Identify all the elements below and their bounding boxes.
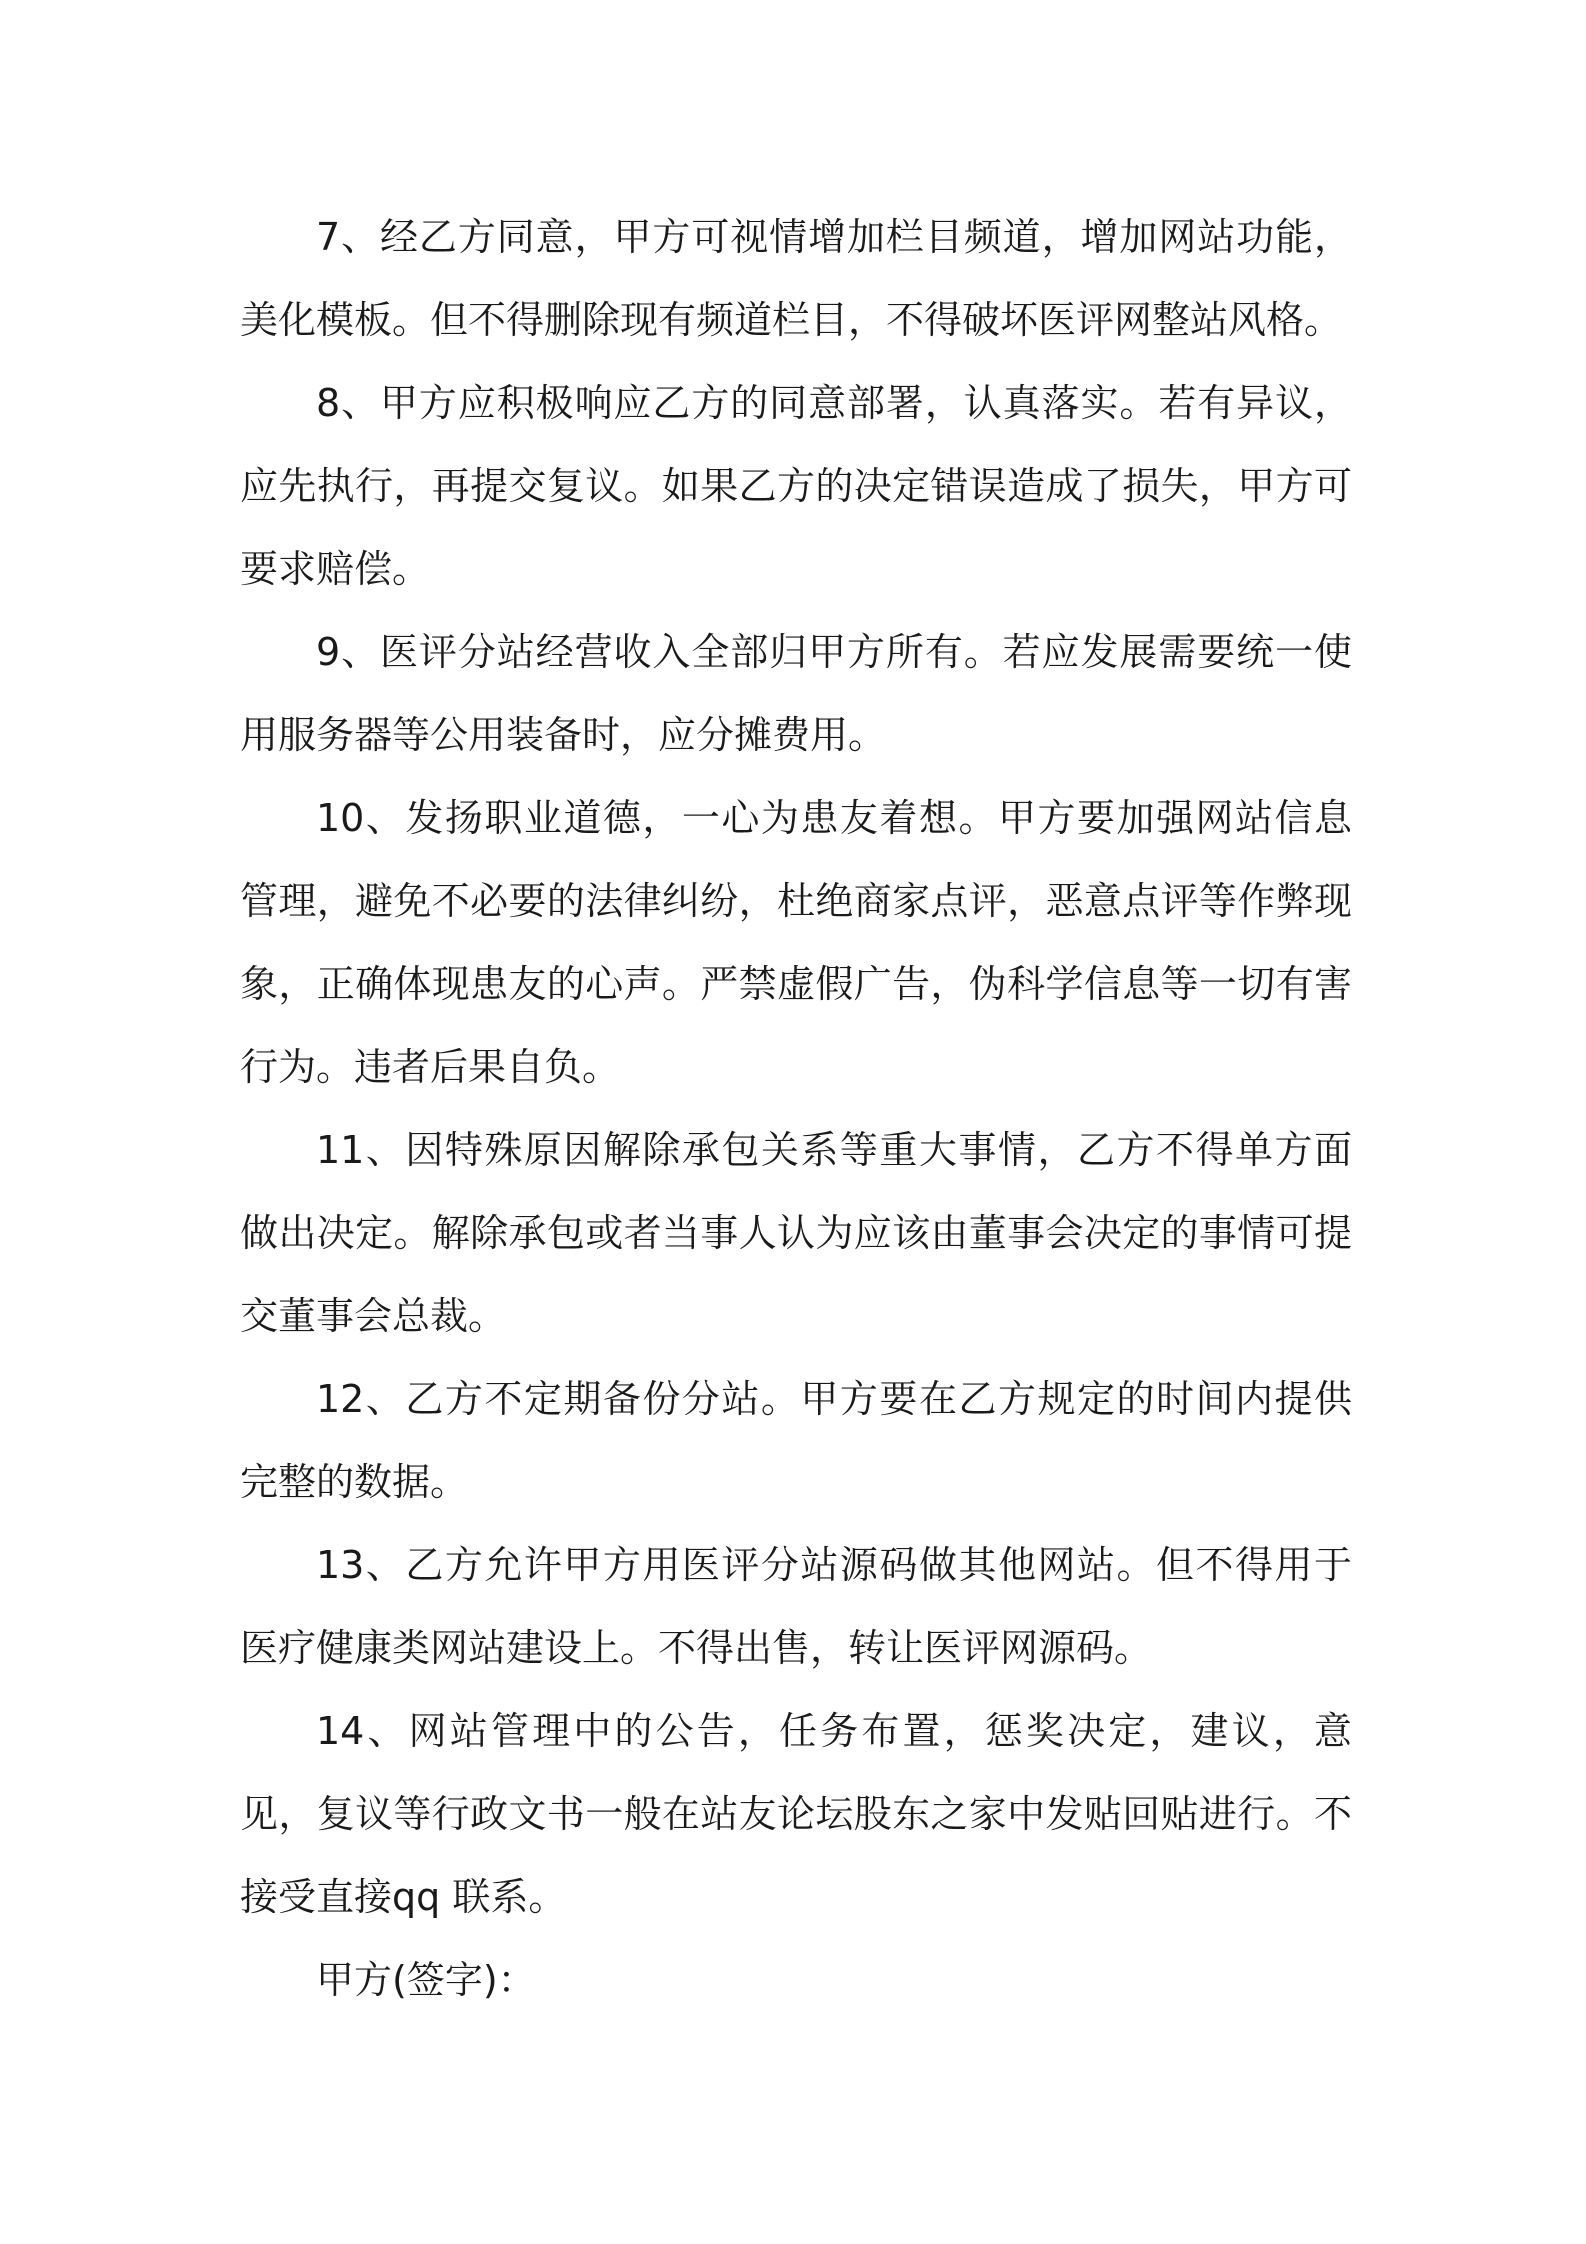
clause-8: 8、甲方应积极响应乙方的同意部署，认真落实。若有异议，应先执行，再提交复议。如果乙方的决定错误造成了损失，甲方可要求赔偿。 <box>240 381 1352 591</box>
clause-14: 14、网站管理中的公告，任务布置，惩奖决定，建议，意见，复议等行政文书一般在站友论坛股东之家中发贴回贴进行。不接受直接qq 联系。 <box>240 1709 1352 1919</box>
clause-11: 11、因特殊原因解除承包关系等重大事情，乙方不得单方面做出决定。解除承包或者当事人认为应该由董事会决定的事情可提交董事会总裁。 <box>240 1128 1352 1338</box>
clause-7: 7、经乙方同意，甲方可视情增加栏目频道，增加网站功能，美化模板。但不得删除现有频道栏目，不得破坏医评网整站风格。 <box>240 215 1352 342</box>
clause-12: 12、乙方不定期备份分站。甲方要在乙方规定的时间内提供完整的数据。 <box>240 1377 1352 1504</box>
clause-9: 9、医评分站经营收入全部归甲方所有。若应发展需要统一使用服务器等公用装备时，应分摊费用。 <box>240 630 1352 757</box>
clause-13: 13、乙方允许甲方用医评分站源码做其他网站。但不得用于医疗健康类网站建设上。不得出售，转让医评网源码。 <box>240 1543 1352 1670</box>
clause-10: 10、发扬职业道德，一心为患友着想。甲方要加强网站信息管理，避免不必要的法律纠纷，杜绝商家点评，恶意点评等作弊现象，正确体现患友的心声。严禁虚假广告，伪科学信息等一切有害行为。违者后果自负。 <box>240 796 1352 1089</box>
document-body <box>240 196 1352 2022</box>
party-a-signature-label: 甲方(签字)： <box>316 1958 536 2002</box>
